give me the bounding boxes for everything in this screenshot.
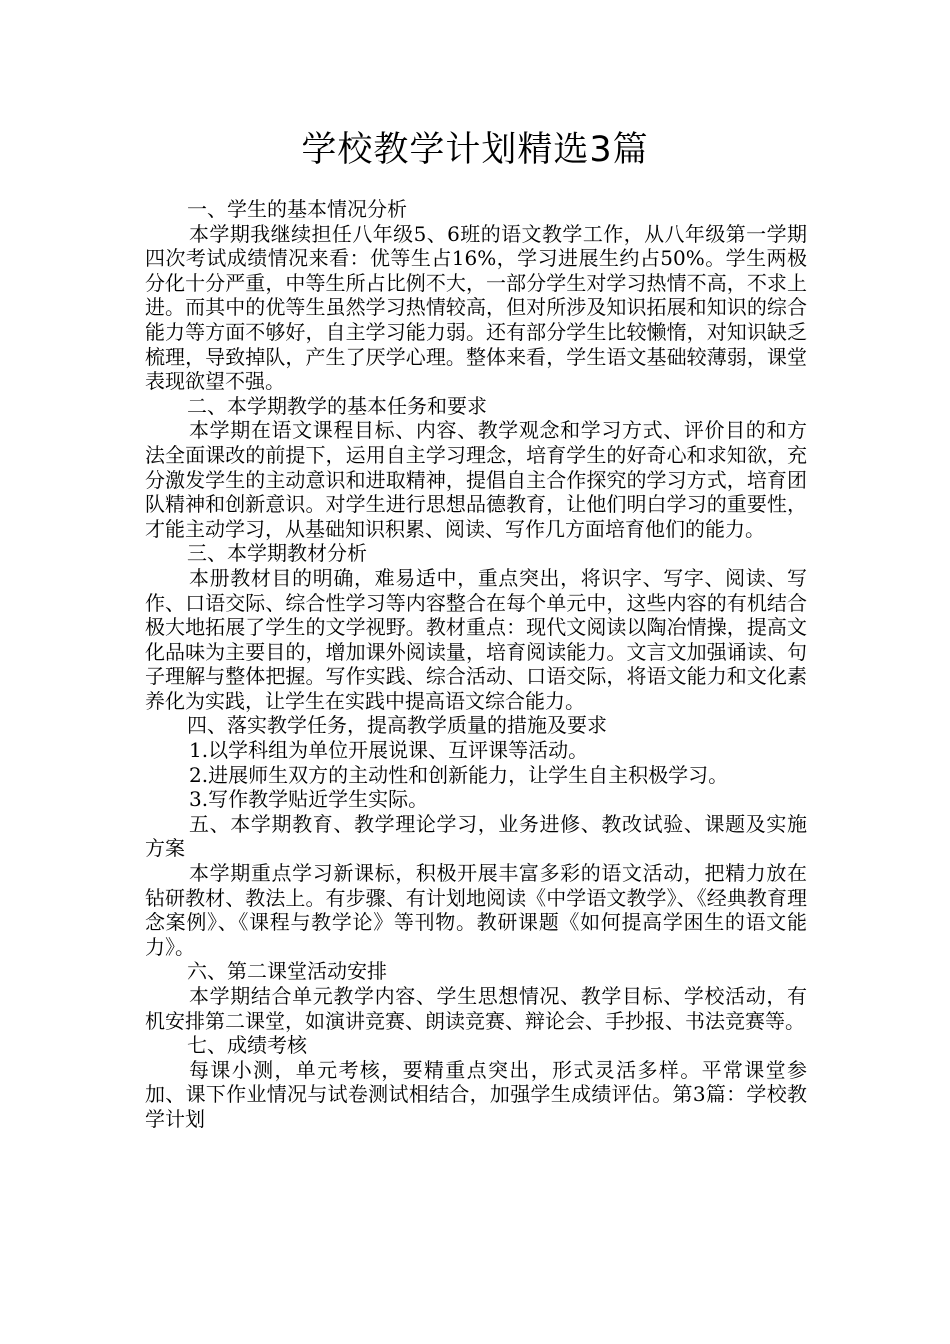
paragraph-textbook: 本册教材目的明确，难易适中，重点突出，将识字、写字、阅读、写作、口语交际、综合性学习等内容整合在每个单元中，这些内容的有机结合极大地拓展了学生的文学视野。教材重点：现代文阅读以陶冶情操，提高文化品味为主要目的，增加课外阅读量，培育阅读能力。文言文加强诵读、句子理解与整体把握。写作实践、综合活动、口语交际，将语文能力和文化素养化为实践，让学生在实践中提高语文综合能力。 <box>145 565 807 713</box>
section-heading-6: 六、第二课堂活动安排 <box>187 959 387 984</box>
document-body <box>145 197 807 1132</box>
paragraph-assessment: 每课小测，单元考核，要精重点突出，形式灵活多样。平常课堂参加、课下作业情况与试卷测试相结合，加强学生成绩评估。第3篇：学校教学计划 <box>145 1057 807 1131</box>
paragraph-activities: 本学期结合单元教学内容、学生思想情况、教学目标、学校活动，有机安排第二课堂，如演讲竞赛、朗读竞赛、辩论会、手抄报、书法竞赛等。 <box>145 984 807 1033</box>
document-title: 学校教学计划精选3篇 <box>301 130 649 170</box>
paragraph-student-analysis: 本学期我继续担任八年级5、6班的语文教学工作，从八年级第一学期四次考试成绩情况来看：优等生占16%，学习进展生约占50%。学生两极分化十分严重，中等生所占比例不大，一部分学生对学习热情不高，不求上进。而其中的优等生虽然学习热情较高，但对所涉及知识拓展和知识的综合能力等方面不够好，自主学习能力弱。还有部分学生比较懒惰，对知识缺乏梳理，导致掉队，产生了厌学心理。整体来看，学生语文基础较薄弱，课堂表现欲望不强。 <box>145 221 807 394</box>
paragraph-tasks: 本学期在语文课程目标、内容、教学观念和学习方式、评价目的和方法全面课改的前提下，运用自主学习理念，培育学生的好奇心和求知欲，充分激发学生的主动意识和进取精神，提倡自主合作探究的学习方式，培育团队精神和创新意识。对学生进行思想品德教育，让他们明白学习的重要性，才能主动学习，从基础知识积累、阅读、写作几方面培育他们的能力。 <box>145 418 807 541</box>
section-heading-5: 五、本学期教育、教学理论学习，业务进修、教改试验、课题及实施方案 <box>145 811 807 861</box>
section-heading-3: 三、本学期教材分析 <box>187 541 367 566</box>
paragraph-study: 本学期重点学习新课标，积极开展丰富多彩的语文活动，把精力放在钻研教材、教法上。有步骤、有计划地阅读《中学语文教学》、《经典教育理念案例》、《课程与教学论》等刊物。教研课题《如何提高学困生的语文能力》。 <box>145 861 807 959</box>
section-heading-1: 一、学生的基本情况分析 <box>187 197 407 221</box>
section-heading-4: 四、落实教学任务，提高教学质量的措施及要求 <box>187 713 607 738</box>
section-heading-2: 二、本学期教学的基本任务和要求 <box>187 393 487 418</box>
list-item: 1.以学科组为单位开展说课、互评课等活动。 <box>189 738 589 763</box>
list-item: 3.写作教学贴近学生实际。 <box>189 787 429 812</box>
section-heading-7: 七、成绩考核 <box>187 1033 307 1058</box>
list-item: 2.进展师生双方的主动性和创新能力，让学生自主积极学习。 <box>189 762 729 787</box>
